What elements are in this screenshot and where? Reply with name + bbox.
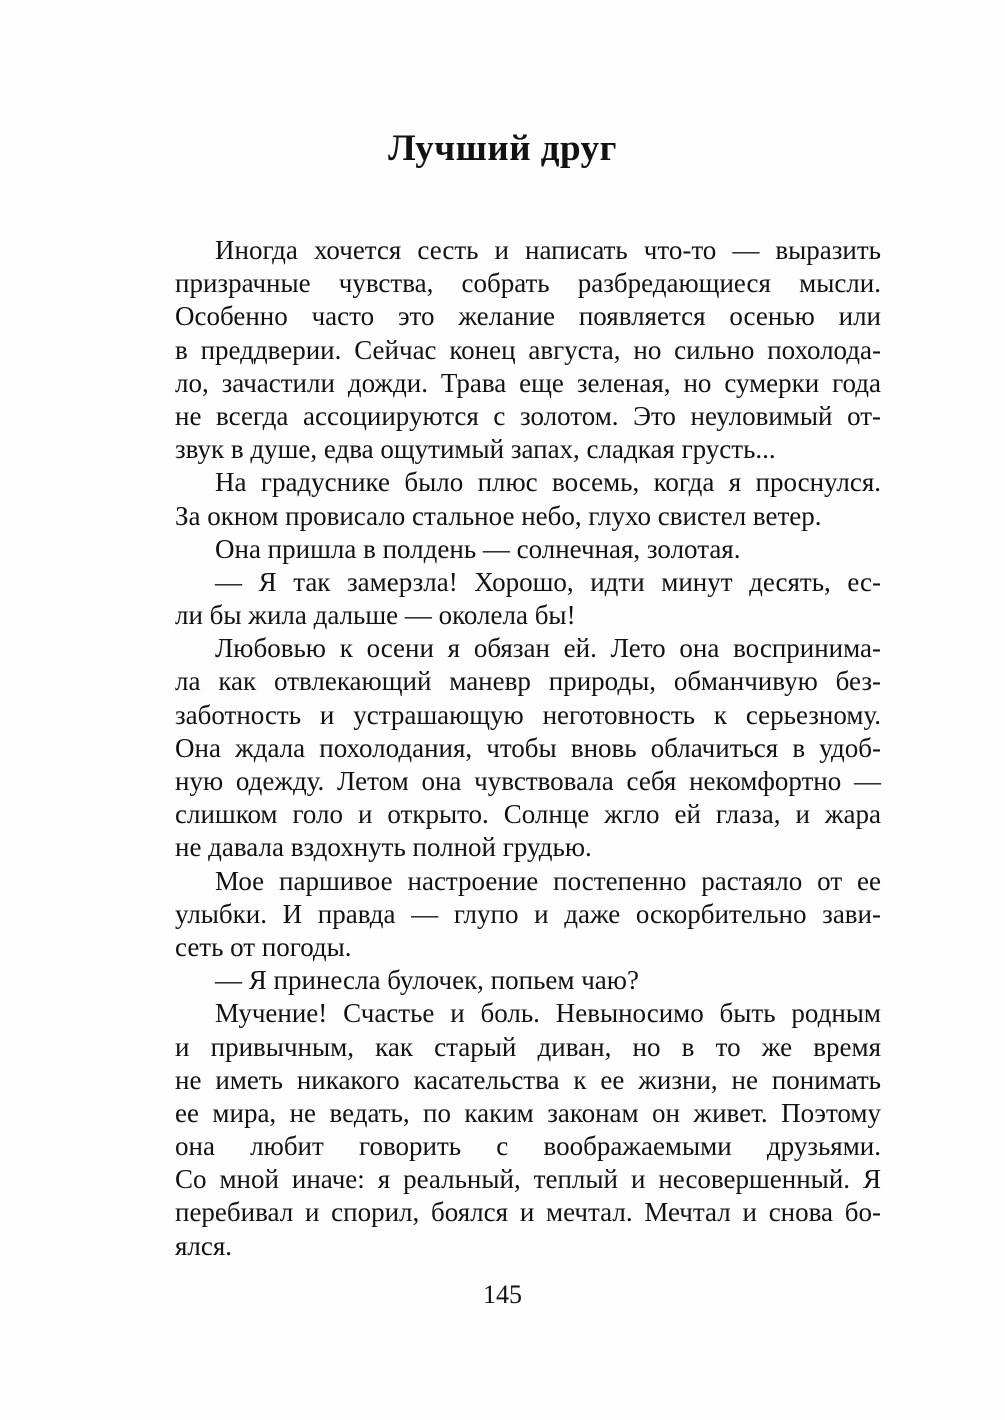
paragraph bbox=[175, 533, 881, 566]
text-line: Особенно часто это желание появляется осенью или bbox=[175, 301, 881, 332]
page-title: Лучший друг bbox=[388, 128, 617, 169]
text-line: ли бы жила дальше — околела бы! bbox=[175, 600, 576, 631]
text-line: ную одежду. Летом она чувствовала себя некомфортно — bbox=[175, 766, 881, 796]
page-number: 145 bbox=[483, 1280, 522, 1309]
text-line: ла как отвлекающий маневр природы, обманчивую без- bbox=[175, 666, 881, 697]
paragraph bbox=[175, 964, 881, 997]
paragraph bbox=[175, 865, 881, 965]
paragraph bbox=[175, 997, 881, 1263]
text-line: Мое паршивое настроение постепенно растаяло от ее bbox=[215, 865, 881, 896]
text-line: призрачные чувства, собрать разбредающиеся мысли. bbox=[175, 268, 881, 299]
text-line: заботность и устрашающую неготовность к серьезному. bbox=[175, 699, 881, 730]
text-line: не всегда ассоциируются с золотом. Это неуловимый от- bbox=[175, 400, 881, 431]
text-line: — Я так замерзла! Хорошо, идти минут десять, ес- bbox=[215, 566, 881, 597]
text-line: сеть от погоды. bbox=[175, 931, 352, 962]
paragraph bbox=[175, 566, 881, 632]
text-line: За окном провисало стальное небо, глухо свистел ветер. bbox=[175, 500, 822, 531]
text-line: она любит говорить с воображаемыми друзьями. bbox=[175, 1131, 881, 1162]
text-line: Мучение! Счастье и боль. Невыносимо быть родным bbox=[215, 998, 881, 1029]
text-line: ее мира, не ведать, по каким законам он живет. Поэтому bbox=[175, 1097, 881, 1128]
text-line: Со мной иначе: я реальный, теплый и несовершенный. Я bbox=[175, 1164, 881, 1195]
paragraph bbox=[175, 632, 881, 864]
text-line: в преддверии. Сейчас конец августа, но сильно похолода- bbox=[175, 334, 881, 365]
paragraph bbox=[175, 466, 881, 532]
text-line: — Я принесла булочек, попьем чаю? bbox=[215, 965, 639, 996]
text-line: улыбки. И правда — глупо и даже оскорбительно зави- bbox=[175, 898, 881, 929]
text-line: Она ждала похолодания, чтобы вновь облачиться в удоб- bbox=[175, 732, 881, 763]
text-line: Она пришла в полдень — солнечная, золотая. bbox=[215, 533, 741, 564]
text-line: Любовью к осени я обязан ей. Лето она воспринима- bbox=[215, 633, 881, 664]
text-line: ло, зачастили дожди. Трава еще зеленая, но сумерки года bbox=[175, 367, 881, 398]
text-line: перебивал и спорил, боялся и мечтал. Мечтал и снова бо- bbox=[175, 1197, 881, 1228]
text-line: звук в душе, едва ощутимый запах, сладкая грусть... bbox=[175, 434, 776, 465]
text-line: и привычным, как старый диван, но в то же время bbox=[175, 1031, 881, 1062]
text-body bbox=[175, 234, 881, 1263]
text-line: На градуснике было плюс восемь, когда я проснулся. bbox=[215, 467, 881, 498]
text-line: слишком голо и открыто. Солнце жгло ей глаза, и жара bbox=[175, 799, 881, 830]
paragraph bbox=[175, 234, 881, 466]
text-line: ялся. bbox=[175, 1230, 233, 1261]
text-line: Иногда хочется сесть и написать что-то — выразить bbox=[215, 235, 881, 265]
text-line: не давала вздохнуть полной грудью. bbox=[175, 832, 592, 863]
text-line: не иметь никакого касательства к ее жизни, не понимать bbox=[175, 1064, 881, 1095]
